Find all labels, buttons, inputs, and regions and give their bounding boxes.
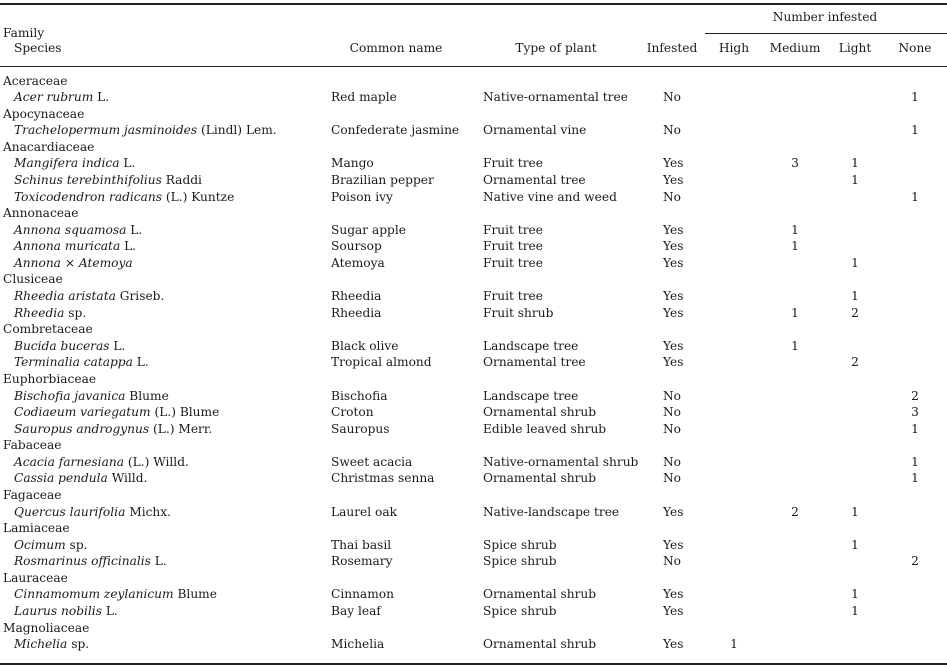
none-cell: 1	[911, 454, 919, 469]
species-row	[0, 189, 947, 206]
species-authority: sp.	[64, 305, 87, 320]
common-name-cell: Rosemary	[331, 554, 393, 569]
species-name	[14, 155, 135, 171]
infested-cell: Yes	[663, 255, 684, 270]
infested-cell: No	[663, 554, 682, 569]
species-binomial: Cassia pendula	[14, 471, 108, 486]
header-species: Species	[14, 41, 62, 55]
species-row	[0, 338, 947, 355]
plant-type-cell: Fruit shrub	[483, 305, 554, 320]
species-name	[14, 288, 164, 304]
species-name	[14, 636, 89, 652]
species-binomial: Michelia	[14, 637, 68, 652]
plant-type-cell: Edible leaved shrub	[483, 421, 607, 436]
plant-type-cell: Fruit tree	[483, 255, 543, 270]
light-cell: 2	[851, 305, 859, 320]
species-authority: (L.) Blume	[150, 405, 220, 420]
plant-type-cell: Ornamental shrub	[483, 405, 597, 420]
common-name-cell: Confederate jasmine	[331, 123, 460, 138]
species-binomial: Rosmarinus officinalis	[14, 554, 151, 569]
species-row	[0, 222, 947, 239]
common-name-cell: Atemoya	[331, 255, 385, 270]
family-row	[0, 570, 947, 587]
species-binomial: Toxicodendron radicans	[14, 189, 162, 204]
common-name-cell: Croton	[331, 405, 374, 420]
common-name-cell: Poison ivy	[331, 189, 393, 204]
species-row	[0, 454, 947, 471]
infested-cell: Yes	[663, 537, 684, 552]
species-authority: L.	[119, 156, 136, 171]
species-row	[0, 470, 947, 487]
species-row	[0, 603, 947, 620]
plant-type-cell: Native-landscape tree	[483, 504, 620, 519]
species-binomial: Schinus terebinthifolius	[14, 172, 162, 187]
infested-cell: No	[663, 123, 682, 138]
species-name	[14, 603, 118, 619]
common-name-cell: Laurel oak	[331, 504, 398, 519]
species-name	[14, 238, 136, 254]
species-row	[0, 354, 947, 371]
species-name	[14, 255, 133, 271]
light-cell: 1	[851, 537, 859, 552]
species-name	[14, 404, 219, 420]
plant-type-cell: Fruit tree	[483, 156, 543, 171]
species-authority: Willd.	[107, 471, 148, 486]
light-cell: 1	[851, 255, 859, 270]
species-row	[0, 553, 947, 570]
species-binomial: Annona muricata	[14, 239, 121, 254]
medium-cell: 1	[791, 305, 799, 320]
species-row	[0, 238, 947, 255]
species-binomial: Bucida buceras	[14, 338, 110, 353]
species-row	[0, 586, 947, 603]
species-row	[0, 404, 947, 421]
species-name	[14, 504, 171, 520]
medium-cell: 3	[791, 156, 799, 171]
common-name-cell: Sauropus	[331, 421, 390, 436]
common-name-cell: Tropical almond	[331, 355, 432, 370]
species-binomial: Ocimum	[14, 537, 66, 552]
species-binomial: Acacia farnesiana	[14, 454, 124, 469]
family-name: Fagaceae	[3, 488, 62, 502]
common-name-cell: Christmas senna	[331, 471, 435, 486]
species-authority: (L.) Willd.	[123, 454, 189, 469]
infested-cell: Yes	[663, 305, 684, 320]
none-cell: 1	[911, 90, 919, 105]
species-binomial: Laurus nobilis	[14, 604, 102, 619]
family-name: Lauraceae	[3, 570, 68, 585]
infested-cell: No	[663, 90, 682, 105]
table-header-rule	[0, 66, 947, 67]
species-name	[14, 470, 147, 486]
family-name: Fabaceae	[3, 438, 62, 453]
species-authority: Blume	[125, 388, 169, 403]
infested-cell: No	[663, 471, 682, 486]
species-row	[0, 636, 947, 653]
species-name	[14, 586, 217, 602]
family-row	[0, 437, 947, 454]
species-authority: Griseb.	[115, 289, 165, 304]
species-row	[0, 255, 947, 272]
family-row	[0, 620, 947, 637]
light-cell: 1	[851, 587, 859, 602]
species-authority: sp.	[67, 637, 90, 652]
none-cell: 2	[911, 554, 919, 569]
header-infested: Infested	[646, 41, 698, 55]
species-binomial: Quercus laurifolia	[14, 504, 126, 519]
light-cell: 1	[851, 504, 859, 519]
infested-cell: Yes	[663, 338, 684, 353]
species-row	[0, 288, 947, 305]
common-name-cell: Bischofia	[331, 388, 388, 403]
species-binomial: Acer rubrum	[14, 90, 94, 105]
species-binomial: Rheedia aristata	[14, 289, 116, 304]
species-binomial: Codiaeum variegatum	[14, 405, 151, 420]
table-bottom-rule	[0, 663, 947, 665]
plant-type-cell: Fruit tree	[483, 289, 543, 304]
infested-cell: No	[663, 421, 682, 436]
family-name: Anacardiaceae	[3, 139, 95, 154]
plant-type-cell: Spice shrub	[483, 537, 557, 552]
species-row	[0, 155, 947, 172]
header-type-of-plant: Type of plant	[515, 41, 597, 55]
species-authority: L.	[109, 338, 126, 353]
family-row	[0, 106, 947, 123]
family-name: Combretaceae	[3, 322, 93, 337]
header-high: High	[718, 41, 750, 55]
number-infested-rule	[705, 33, 947, 34]
light-cell: 1	[851, 289, 859, 304]
infested-cell: Yes	[663, 604, 684, 619]
common-name-cell: Michelia	[331, 637, 385, 652]
medium-cell: 1	[791, 222, 799, 237]
common-name-cell: Rheedia	[331, 305, 382, 320]
plant-type-cell: Ornamental shrub	[483, 637, 597, 652]
family-row	[0, 205, 947, 222]
none-cell: 3	[911, 405, 919, 420]
common-name-cell: Soursop	[331, 239, 382, 254]
infested-cell: No	[663, 189, 682, 204]
family-row	[0, 487, 947, 504]
plant-type-cell: Spice shrub	[483, 554, 557, 569]
infested-cell: No	[663, 388, 682, 403]
family-name: Lamiaceae	[3, 521, 70, 536]
infested-cell: Yes	[663, 156, 684, 171]
light-cell: 1	[851, 172, 859, 187]
infested-cell: Yes	[663, 239, 684, 254]
family-name: Aceraceae	[3, 73, 68, 88]
species-name	[14, 421, 212, 437]
species-binomial: Annona squamosa	[14, 222, 127, 237]
species-binomial: Annona × Atemoya	[14, 255, 133, 270]
species-authority: Blume	[173, 587, 217, 602]
species-authority: Raddi	[161, 172, 202, 187]
common-name-cell: Sweet acacia	[331, 454, 413, 469]
family-row	[0, 73, 947, 90]
species-row	[0, 537, 947, 554]
species-binomial: Sauropus androgynus	[14, 421, 150, 436]
light-cell: 2	[851, 355, 859, 370]
species-authority: (L.) Merr.	[149, 421, 213, 436]
species-authority: L.	[150, 554, 167, 569]
species-name	[14, 189, 234, 205]
species-binomial: Rheedia	[14, 305, 65, 320]
family-name: Annonaceae	[3, 206, 79, 221]
medium-cell: 1	[791, 338, 799, 353]
species-row	[0, 421, 947, 438]
species-authority: L.	[120, 239, 137, 254]
species-authority: (L.) Kuntze	[162, 189, 235, 204]
species-authority: L.	[93, 90, 110, 105]
none-cell: 1	[911, 189, 919, 204]
infested-cell: Yes	[663, 172, 684, 187]
species-binomial: Cinnamomum zeylanicum	[14, 587, 174, 602]
species-authority: Michx.	[125, 504, 172, 519]
species-row	[0, 504, 947, 521]
family-name: Clusiceae	[3, 272, 63, 287]
family-name: Euphorbiaceae	[3, 371, 97, 386]
species-authority: L.	[132, 355, 149, 370]
infested-cell: No	[663, 454, 682, 469]
infested-cell: Yes	[663, 637, 684, 652]
plant-type-cell: Ornamental vine	[483, 123, 587, 138]
plant-type-cell: Fruit tree	[483, 239, 543, 254]
table-top-rule	[0, 3, 947, 5]
infested-cell: Yes	[663, 504, 684, 519]
infested-cell: Yes	[663, 289, 684, 304]
plant-type-cell: Spice shrub	[483, 604, 557, 619]
common-name-cell: Rheedia	[331, 289, 382, 304]
species-row	[0, 388, 947, 405]
family-row	[0, 321, 947, 338]
plant-type-cell: Native-ornamental shrub	[483, 454, 639, 469]
header-number-infested: Number infested	[772, 10, 878, 24]
plant-type-cell: Ornamental tree	[483, 172, 586, 187]
plant-type-cell: Landscape tree	[483, 338, 579, 353]
species-authority: sp.	[65, 537, 88, 552]
light-cell: 1	[851, 604, 859, 619]
species-row	[0, 89, 947, 106]
common-name-cell: Bay leaf	[331, 604, 381, 619]
infested-cell: No	[663, 405, 682, 420]
none-cell: 1	[911, 123, 919, 138]
species-binomial: Bischofia javanica	[14, 388, 126, 403]
infested-cell: Yes	[663, 355, 684, 370]
species-authority: L.	[101, 604, 118, 619]
family-row	[0, 271, 947, 288]
family-name: Apocynaceae	[3, 106, 85, 121]
species-authority: L.	[126, 222, 143, 237]
family-name: Magnoliaceae	[3, 620, 90, 635]
species-binomial: Mangifera indica	[14, 156, 120, 171]
header-common-name: Common name	[349, 41, 443, 55]
high-cell: 1	[730, 637, 738, 652]
species-authority: (Lindl) Lem.	[197, 123, 277, 138]
none-cell: 1	[911, 421, 919, 436]
species-binomial: Terminalia catappa	[14, 355, 133, 370]
light-cell: 1	[851, 156, 859, 171]
species-row	[0, 172, 947, 189]
family-row	[0, 371, 947, 388]
species-name	[14, 305, 86, 321]
species-name	[14, 222, 142, 238]
header-light: Light	[838, 41, 872, 55]
species-row	[0, 122, 947, 139]
species-binomial: Trachelopermum jasminoides	[14, 123, 198, 138]
infested-cell: Yes	[663, 222, 684, 237]
common-name-cell: Cinnamon	[331, 587, 394, 602]
medium-cell: 2	[791, 504, 799, 519]
plant-type-cell: Ornamental shrub	[483, 587, 597, 602]
none-cell: 2	[911, 388, 919, 403]
plant-type-cell: Fruit tree	[483, 222, 543, 237]
species-name	[14, 122, 277, 138]
species-name	[14, 354, 149, 370]
species-name	[14, 338, 125, 354]
plant-type-cell: Ornamental tree	[483, 355, 586, 370]
family-row	[0, 139, 947, 156]
species-name	[14, 172, 202, 188]
common-name-cell: Black olive	[331, 338, 399, 353]
header-family: Family	[3, 26, 45, 40]
species-row	[0, 305, 947, 322]
family-row	[0, 520, 947, 537]
infested-cell: Yes	[663, 587, 684, 602]
common-name-cell: Thai basil	[331, 537, 392, 552]
species-name	[14, 537, 88, 553]
species-name	[14, 553, 167, 569]
header-none: None	[898, 41, 932, 55]
common-name-cell: Brazilian pepper	[331, 172, 434, 187]
none-cell: 1	[911, 471, 919, 486]
header-medium: Medium	[769, 41, 821, 55]
plant-type-cell: Native-ornamental tree	[483, 90, 628, 105]
plant-type-cell: Ornamental shrub	[483, 471, 597, 486]
species-name	[14, 454, 189, 470]
common-name-cell: Red maple	[331, 90, 397, 105]
plant-type-cell: Landscape tree	[483, 388, 579, 403]
plant-type-cell: Native vine and weed	[483, 189, 617, 204]
common-name-cell: Sugar apple	[331, 222, 406, 237]
medium-cell: 1	[791, 239, 799, 254]
species-name	[14, 388, 169, 404]
common-name-cell: Mango	[331, 156, 374, 171]
species-name	[14, 89, 109, 105]
